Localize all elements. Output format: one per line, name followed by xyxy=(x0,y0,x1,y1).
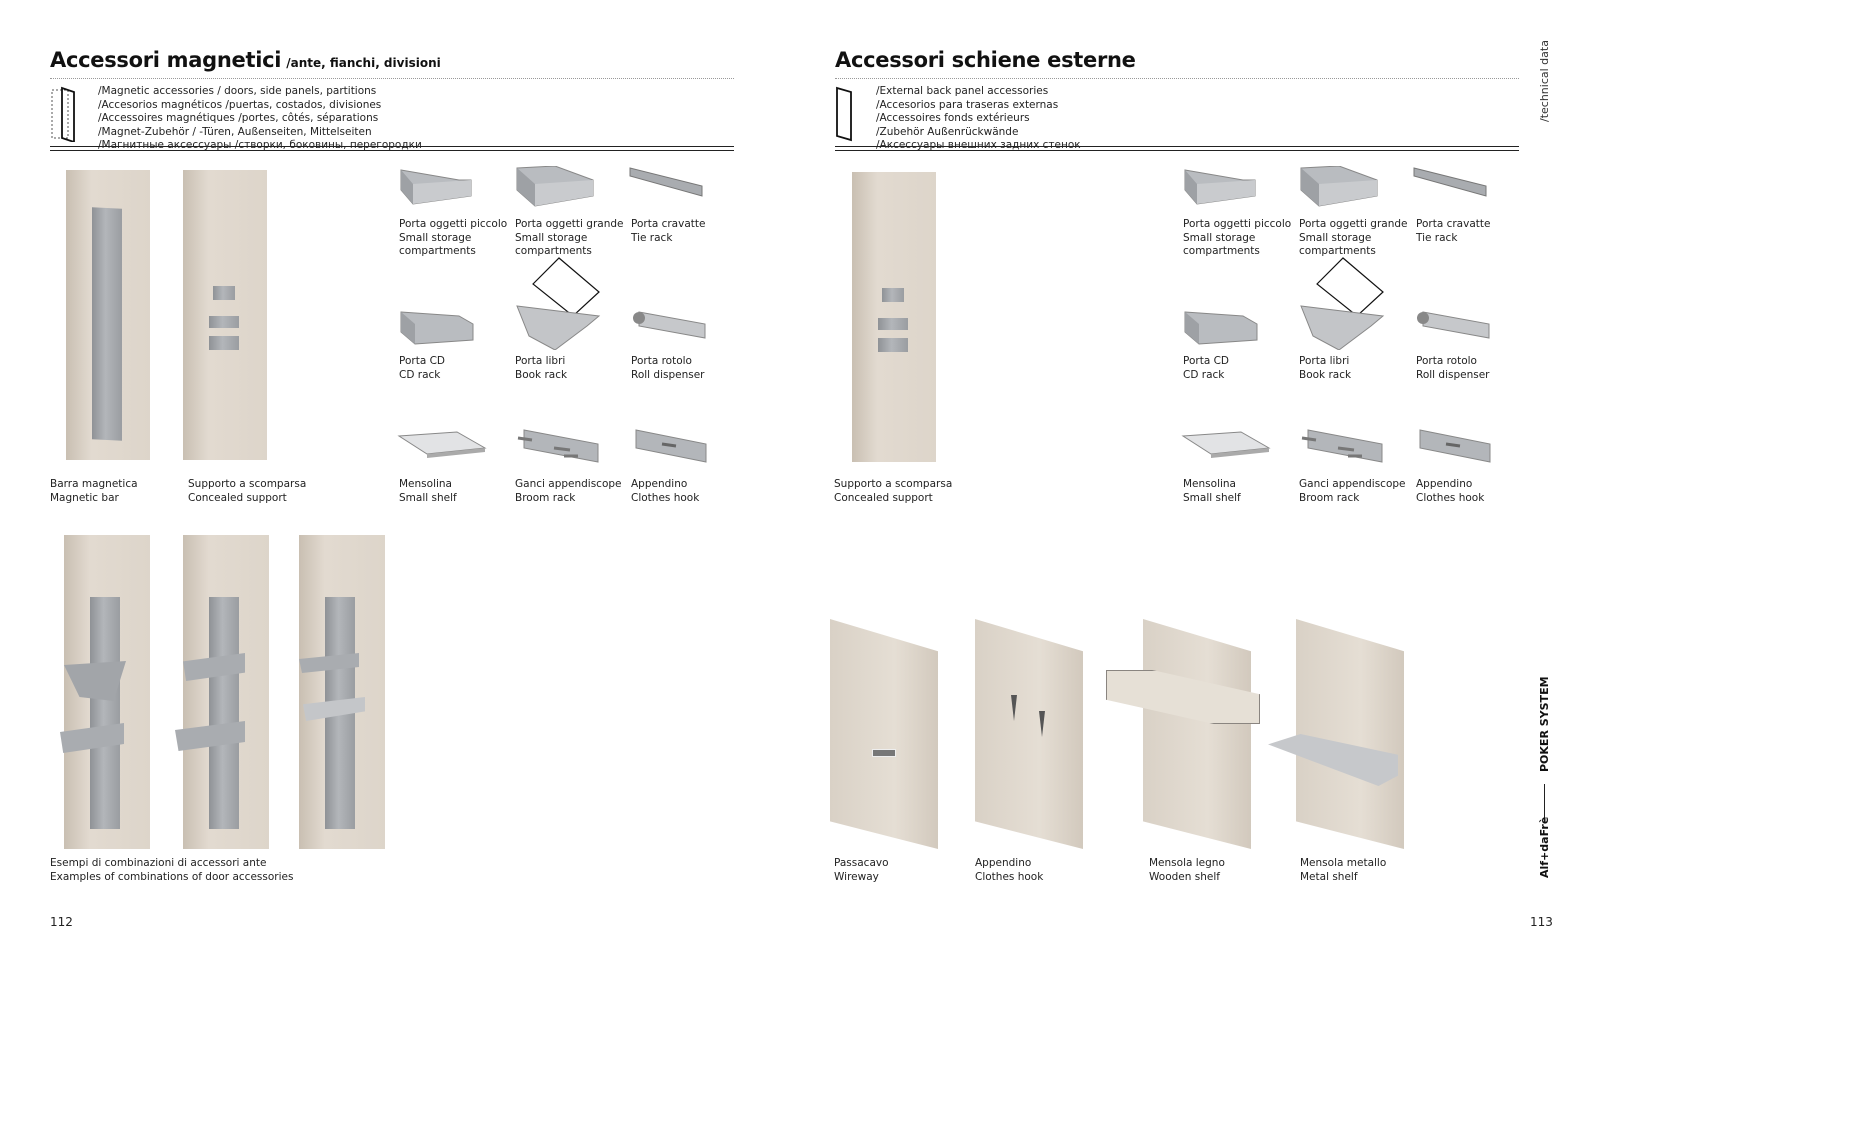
caption-tie-rack xyxy=(1416,218,1490,245)
small-shelf-icon xyxy=(397,430,487,464)
roll-dispenser-icon xyxy=(1415,304,1491,346)
caption-en: Wireway xyxy=(834,870,879,883)
cd-rack-icon xyxy=(1183,306,1259,346)
caption-it: Porta CD xyxy=(1183,355,1230,367)
accessory-small-shelf xyxy=(397,430,487,464)
caption-en: Tie rack xyxy=(1416,231,1458,244)
right-dotted-rule xyxy=(835,78,1519,79)
caption-en2: compartments xyxy=(1299,245,1376,257)
caption-it: Porta CD xyxy=(399,355,446,367)
technical-data-label: /technical data xyxy=(1538,40,1551,122)
caption-cd-rack xyxy=(399,355,445,382)
caption-it: Porta oggetti grande xyxy=(1299,218,1408,230)
caption-en: Small shelf xyxy=(1183,491,1241,504)
caption-en2: compartments xyxy=(515,245,592,257)
caption-en: Small storage xyxy=(399,231,472,244)
caption-en2: compartments xyxy=(1183,245,1260,257)
caption-en: Book rack xyxy=(1299,368,1352,381)
hook xyxy=(1039,711,1045,737)
broom-rack-icon xyxy=(1298,424,1384,466)
concealed-support-panel-image xyxy=(183,170,267,460)
translation-line: /Accesorios para traseras externas xyxy=(876,98,1059,111)
caption-it: Ganci appendiscope xyxy=(1299,478,1406,490)
accessory-broom-rack xyxy=(514,424,600,466)
caption-en: CD rack xyxy=(1183,368,1225,381)
support-plate xyxy=(882,288,904,302)
cd-rack-icon xyxy=(399,306,475,346)
caption-en: Broom rack xyxy=(1299,491,1360,504)
caption-en2: compartments xyxy=(399,245,476,257)
large-tray-icon xyxy=(1299,166,1379,208)
accessory-roll-dispenser xyxy=(1415,304,1491,346)
caption-en: Clothes hook xyxy=(1416,491,1485,504)
book-rack-icon xyxy=(515,256,601,350)
accessory-cd-rack xyxy=(399,306,475,346)
accessory-roll-dispenser xyxy=(631,304,707,346)
caption-book-rack xyxy=(1299,355,1351,382)
accessory-small-tray xyxy=(1183,166,1257,206)
caption-en: Small storage xyxy=(515,231,588,244)
accessory-book-rack xyxy=(1299,256,1385,350)
caption-it: Esempi di combinazioni di accessori ante xyxy=(50,857,267,869)
caption-it: Mensola legno xyxy=(1149,857,1225,869)
caption-small-shelf xyxy=(399,478,457,505)
caption-wireway xyxy=(834,857,889,884)
caption-en: Small storage xyxy=(1183,231,1256,244)
accessory-clothes-hook xyxy=(632,424,708,466)
caption-it: Mensolina xyxy=(399,478,452,490)
wooden-shelf-panel-image xyxy=(1143,619,1251,849)
left-translations xyxy=(98,85,422,153)
accessory-tie-rack xyxy=(628,166,704,200)
small-tray-icon xyxy=(1183,166,1257,206)
accessory-small-tray xyxy=(399,166,473,206)
right-double-rule xyxy=(835,146,1519,151)
caption-en: Broom rack xyxy=(515,491,576,504)
caption-en: Magnetic bar xyxy=(50,491,119,504)
caption-en: Concealed support xyxy=(834,491,933,504)
example-door-2 xyxy=(183,535,269,849)
caption-en: Roll dispenser xyxy=(631,368,705,381)
caption-en: Book rack xyxy=(515,368,568,381)
translation-line: /Магнитные аксессуары /створки, боковины, перегородки xyxy=(98,139,422,151)
caption-it: Porta oggetti piccolo xyxy=(399,218,508,230)
left-dotted-rule xyxy=(50,78,734,79)
page-number-left: 112 xyxy=(50,915,73,929)
left-title-suffix: /ante, fianchi, divisioni xyxy=(286,56,441,70)
small-shelf-icon xyxy=(1181,430,1271,464)
translation-line: /Magnet-Zubehör / -Türen, Außenseiten, Mittelseiten xyxy=(98,125,372,138)
clothes-hook-panel-image xyxy=(975,619,1083,849)
system-name: POKER SYSTEM xyxy=(1538,676,1551,772)
caption-roll-dispenser xyxy=(631,355,705,382)
translation-line: /Аксессуары внешних задних стенок xyxy=(876,139,1081,151)
caption-it: Porta rotolo xyxy=(631,355,692,367)
support-plate xyxy=(209,336,239,350)
support-plate xyxy=(878,338,908,352)
caption-broom-rack xyxy=(515,478,622,505)
caption-it: Porta libri xyxy=(1299,355,1350,367)
accessory-small-shelf xyxy=(1181,430,1271,464)
caption-tie-rack xyxy=(631,218,705,245)
large-tray-icon xyxy=(515,166,595,208)
caption-en: Concealed support xyxy=(188,491,287,504)
door-panel-icon xyxy=(50,86,78,142)
caption-cd-rack xyxy=(1183,355,1229,382)
caption-clothes-hook-panel xyxy=(975,857,1043,884)
accessory-large-tray xyxy=(515,166,595,208)
broom-rack-icon xyxy=(514,424,600,466)
accessory-tie-rack xyxy=(1412,166,1488,200)
caption-it: Mensolina xyxy=(1183,478,1236,490)
caption-en: Clothes hook xyxy=(975,870,1044,883)
tie-rack-icon xyxy=(628,166,704,200)
right-translations xyxy=(876,85,1081,153)
caption-magnetic-bar xyxy=(50,478,138,505)
tie-rack-icon xyxy=(1412,166,1488,200)
caption-it: Porta oggetti grande xyxy=(515,218,624,230)
caption-en: Metal shelf xyxy=(1300,870,1358,883)
caption-clothes-hook xyxy=(631,478,699,505)
caption-en: Tie rack xyxy=(631,231,673,244)
caption-small-tray xyxy=(399,218,507,259)
right-concealed-support-image xyxy=(852,172,936,462)
example-door-3 xyxy=(299,535,385,849)
caption-large-tray xyxy=(1299,218,1408,259)
caption-book-rack xyxy=(515,355,567,382)
caption-it: Porta oggetti piccolo xyxy=(1183,218,1292,230)
caption-it: Porta rotolo xyxy=(1416,355,1477,367)
caption-concealed-support xyxy=(188,478,306,505)
left-double-rule xyxy=(50,146,734,151)
small-tray-icon xyxy=(399,166,473,206)
caption-metal-shelf xyxy=(1300,857,1386,884)
magnetic-bar xyxy=(90,597,120,829)
caption-it: Supporto a scomparsa xyxy=(188,478,307,490)
right-page-title xyxy=(835,48,1136,72)
caption-examples xyxy=(50,857,293,884)
left-title: Accessori magnetici xyxy=(50,48,282,72)
support-plate xyxy=(213,286,235,300)
accessory-broom-rack xyxy=(1298,424,1384,466)
support-plate xyxy=(878,318,908,330)
caption-en: Roll dispenser xyxy=(1416,368,1490,381)
brand-name: Alf+daFrè xyxy=(1538,816,1551,878)
caption-it: Supporto a scomparsa xyxy=(834,478,953,490)
caption-it: Ganci appendiscope xyxy=(515,478,622,490)
caption-roll-dispenser xyxy=(1416,355,1490,382)
caption-right-concealed-support xyxy=(834,478,952,505)
caption-wooden-shelf xyxy=(1149,857,1225,884)
metal-shelf-panel-image xyxy=(1296,619,1404,849)
translation-line: /Accessoires fonds extérieurs xyxy=(876,112,1030,124)
book-rack-icon xyxy=(1299,256,1385,350)
accessory-cd-rack xyxy=(1183,306,1259,346)
caption-it: Appendino xyxy=(631,478,688,490)
caption-it: Porta libri xyxy=(515,355,566,367)
caption-it: Porta cravatte xyxy=(631,218,706,230)
magnetic-bar-panel-image xyxy=(66,170,150,460)
caption-small-shelf xyxy=(1183,478,1241,505)
accessory-large-tray xyxy=(1299,166,1379,208)
right-title: Accessori schiene esterne xyxy=(835,48,1136,72)
caption-clothes-hook xyxy=(1416,478,1484,505)
caption-en: Small shelf xyxy=(399,491,457,504)
wireway-panel-image xyxy=(830,619,938,849)
caption-large-tray xyxy=(515,218,624,259)
caption-it: Passacavo xyxy=(834,857,889,869)
left-page-title xyxy=(50,48,441,72)
translation-line: /Accesorios magnéticos /puertas, costados, divisiones xyxy=(98,98,382,111)
translation-line: /Magnetic accessories / doors, side panels, partitions xyxy=(98,85,377,97)
support-plate xyxy=(209,316,239,328)
roll-dispenser-icon xyxy=(631,304,707,346)
caption-en: Clothes hook xyxy=(631,491,700,504)
clothes-hook-icon xyxy=(1416,424,1492,466)
back-panel-icon xyxy=(835,86,855,142)
example-door-1 xyxy=(64,535,150,849)
caption-small-tray xyxy=(1183,218,1291,259)
translation-line: /Zubehör Außenrückwände xyxy=(876,125,1019,138)
caption-it: Barra magnetica xyxy=(50,478,138,490)
wireway-slot xyxy=(872,749,896,757)
caption-it: Mensola metallo xyxy=(1300,857,1387,869)
translation-line: /External back panel accessories xyxy=(876,85,1049,97)
accessory-book-rack xyxy=(515,256,601,350)
caption-en: Examples of combinations of door accessories xyxy=(50,870,294,883)
caption-en: Wooden shelf xyxy=(1149,870,1220,883)
translation-line: /Accessoires magnétiques /portes, côtés, séparations xyxy=(98,112,379,124)
caption-en: Small storage xyxy=(1299,231,1372,244)
caption-it: Appendino xyxy=(975,857,1032,869)
magnetic-bar xyxy=(209,597,239,829)
caption-en: CD rack xyxy=(399,368,441,381)
caption-it: Porta cravatte xyxy=(1416,218,1491,230)
hook xyxy=(1011,695,1017,721)
caption-it: Appendino xyxy=(1416,478,1473,490)
magnetic-bar xyxy=(92,207,122,441)
accessory-clothes-hook xyxy=(1416,424,1492,466)
clothes-hook-icon xyxy=(632,424,708,466)
page-number-right: 113 xyxy=(1530,915,1553,929)
caption-broom-rack xyxy=(1299,478,1406,505)
